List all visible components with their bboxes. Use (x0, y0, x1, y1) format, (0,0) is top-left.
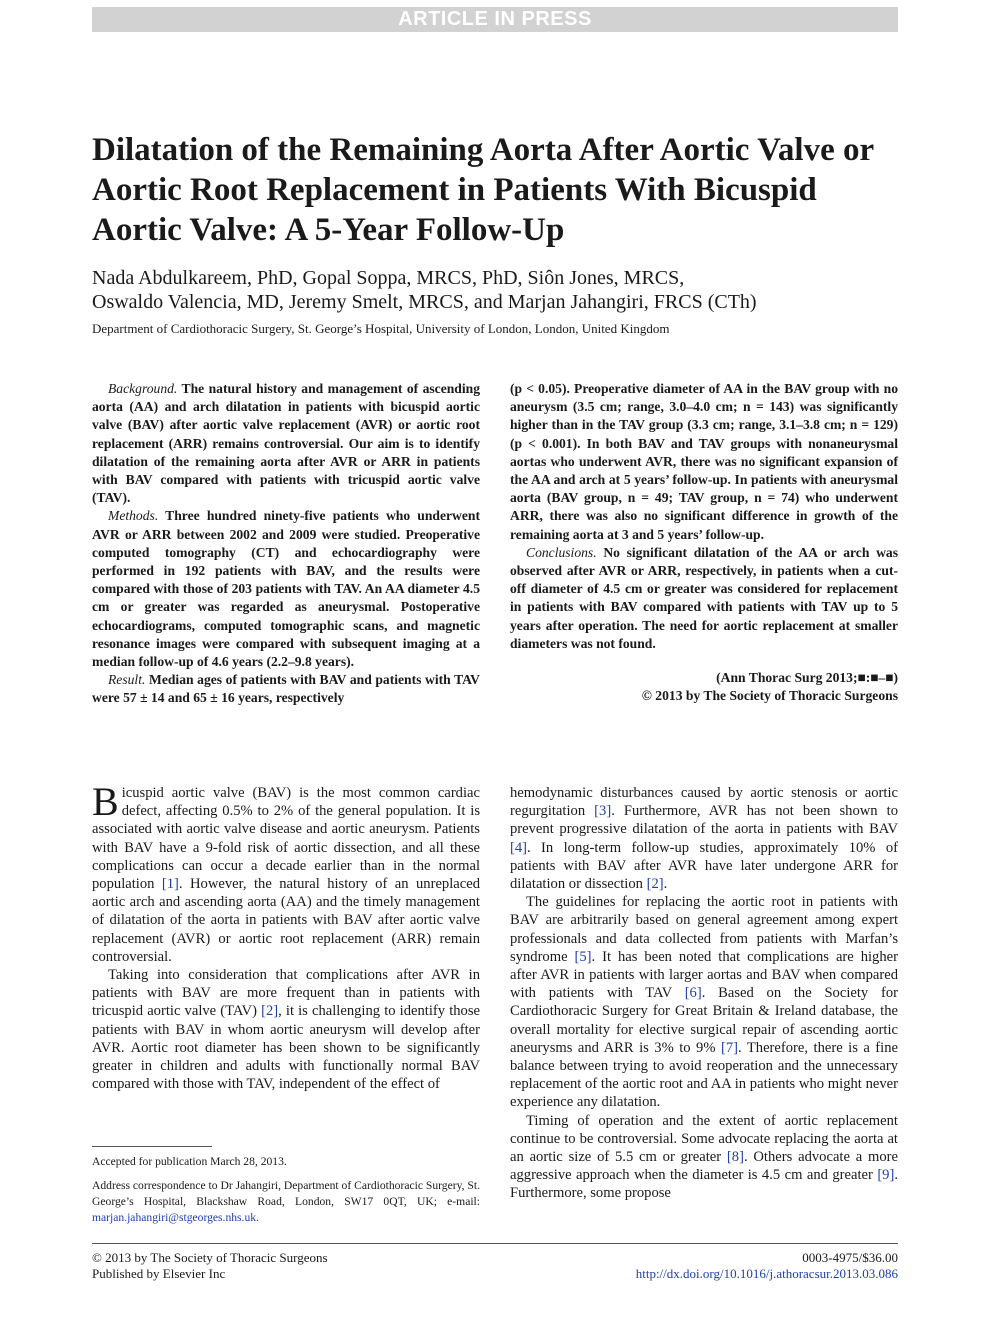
ref-1-link[interactable]: [1] (161, 876, 179, 893)
ref-3-link[interactable]: [3] (594, 803, 612, 820)
affiliation: Department of Cardiothoracic Surgery, St. George’s Hospital, University of London, London, United Kingdom (92, 321, 670, 336)
methods-label: Methods. (108, 508, 159, 524)
ref-2-link[interactable]: [2] (261, 1003, 279, 1020)
p5-text: Timing of operation and the extent of aortic replacement continue to be controversial. Some advocate replacing the aorta at an aortic size of 5.5 cm or greater (510, 1112, 898, 1166)
email-link[interactable]: marjan.jahangiri@stgeorges.nhs.uk (92, 1211, 257, 1224)
p1-text-end: . However, the natural history of an unreplaced aortic arch and ascending aorta (AA) and the timely management of dilatation of the aorta in patients with BAV after aortic valve replacement (AVR) or aortic root replacement (ARR) remain controversial. (92, 876, 480, 965)
p3-text: hemodynamic disturbances caused by aortic stenosis or aortic regurgitation (510, 785, 898, 820)
p3-text-mid: . Furthermore, AVR has not been shown to prevent progressive dilatation of the aorta in patients with BAV (510, 803, 898, 838)
ref-9-link[interactable]: [9] (877, 1167, 895, 1184)
body-paragraph-5 (510, 1112, 898, 1203)
conclusions-text: No significant dilatation of the AA or arch was observed after AVR or ARR, respectively, in patients when a cut-off diameter of 4.5 cm or greater was considered for replacement in patients with BAV compared with patients with TAV up to 5 years after operation. The need for aortic replacement at smaller diameters was not found. (510, 544, 898, 651)
background-text: The natural history and management of ascending aorta (AA) and arch dilatation in patients with bicuspid aortic valve (BAV) after aortic valve replacement (AVR) or aortic root replacement (ARR) remains controversial. Our aim is to identify dilatation of the remaining aorta after AVR or ARR in patients with BAV compared with patients with tricuspid aortic valve (TAV). (92, 381, 480, 506)
p1-text: icuspid aortic valve (BAV) is the most common cardiac defect, affecting 0.5% to 2% of the general population. It is associated with aortic valve disease and aortic aneurysm. Patients with BAV have a 9-fold risk of aortic dissection, and all these complications can occur a decade earlier than in the normal population (92, 785, 480, 893)
article-in-press-banner: ARTICLE IN PRESS (92, 7, 898, 32)
abstract-right-column (510, 380, 898, 705)
p4-text-mid2: . Based on the Society for Cardiothoracic Surgery for Great Britain & Ireland database, the overall mortality for elective surgical repair of ascending aortic aneurysms and ARR is 3% to 9% (510, 985, 898, 1056)
accepted-date: Accepted for publication March 28, 2013. (92, 1155, 287, 1168)
footer-copyright: © 2013 by The Society of Thoracic Surgeons (92, 1250, 328, 1265)
abstract-result-continued (510, 380, 898, 544)
correspondence-address (92, 1178, 480, 1226)
footer-left (92, 1250, 328, 1282)
doi-link[interactable]: http://dx.doi.org/10.1016/j.athoracsur.2013.03.086 (635, 1266, 898, 1281)
ref-4-link[interactable]: [4] (510, 839, 528, 856)
abstract-copyright: © 2013 by The Society of Thoracic Surgeons (641, 688, 898, 704)
body-paragraph-3: hemodynamic disturbances caused by aortic stenosis or aortic regurgitation [3]. Furthermore, AVR has not been shown to prevent progressive dilatation of the aorta in patients with BAV [4]. In long-term follow-up studies, approximately 10% of patients with BAV after AVR have later undergone ARR for dilatation or dissection [2]. (510, 785, 898, 893)
abstract-result (92, 671, 480, 707)
abstract-left-column (92, 380, 480, 708)
footnote-divider (92, 1146, 212, 1147)
p2-text-end: , it is challenging to identify those patients with BAV in whom aortic aneurysm will develop after AVR. Aortic root diameter has been shown to be significantly greater in children and adults with functionally normal BAV compared with those with TAV, independent of the effect of (92, 1003, 480, 1093)
conclusions-label: Conclusions. (526, 544, 597, 560)
methods-text: Three hundred ninety-five patients who underwent AVR or ARR between 2002 and 2009 were studied. Preoperative computed tomography (CT) and echocardiography were performed in 192 patients with BAV, and the results were compared with those of 203 patients with TAV. An AA diameter 4.5 cm or greater was regarded as aneurysmal. Postoperative echocardiograms, computed tomographic scans, and magnetic resonance images were compared with subsequent imaging at a median follow-up of 4.6 years (2.2–9.8 years). (92, 508, 480, 670)
body-left-column (92, 779, 480, 1093)
footnotes (92, 1154, 480, 1234)
ref-5-link[interactable]: [5] (574, 948, 592, 965)
result-text-a: Median ages of patients with BAV and patients with TAV were 57 ± 14 and 65 ± 16 years, respectively (92, 672, 481, 706)
result-text-b: (p < 0.05). Preoperative diameter of AA in the BAV group with no aneurysm (3.5 cm; range, 3.0–4.0 cm; n = 143) was significantly higher than in the TAV group (3.3 cm; range, 3.1–3.8 cm; n = 129) (p < 0.001). In both BAV and TAV groups with nonaneurysmal aortas who underwent AVR, there was no significant expansion of the AA and arch at 5 years’ follow-up. In patients with aneurysmal aorta (BAV group, n = 49; TAV group, n = 74) who underwent ARR, there was also no significant difference in growth of the remaining aorta at 3 and 5 years’ follow-up. (510, 381, 898, 542)
author-list (92, 266, 912, 314)
p2-text: Taking into consideration that complications after AVR in patients with BAV are more frequent than in patients with tricuspid aortic valve (TAV) (92, 967, 480, 1020)
authors-line-2: Oswaldo Valencia, MD, Jeremy Smelt, MRCS, and Marjan Jahangiri, FRCS (CTh) (92, 291, 757, 313)
ref-6-link[interactable]: [6] (684, 985, 702, 1002)
abstract-methods (92, 507, 480, 671)
correspondence-period: . (256, 1211, 259, 1224)
result-label: Result. (108, 672, 146, 688)
p4-text-end: . Therefore, there is a fine balance between trying to avoid reoperation and the unnecessary replacement of the aortic root and AA in patients who might never experience any dilatation. (510, 1039, 898, 1111)
body-paragraph-4 (510, 893, 898, 1111)
abstract-conclusions (510, 544, 898, 653)
p4-text-mid: . It has been noted that complications are higher after AVR in patients with larger aortas and BAV when compared with patients with TAV (510, 948, 898, 1002)
ref-8-link[interactable]: [8] (726, 1149, 744, 1166)
background-label: Background. (108, 381, 178, 396)
correspondence-text: Address correspondence to Dr Jahangiri, Department of Cardiothoracic Surgery, St. George’s Hospital, Blackshaw Road, London, SW17 0QT, UK; e-mail: (92, 1179, 480, 1208)
footer-publisher: Published by Elsevier Inc (92, 1266, 226, 1281)
ref-7-link[interactable]: [7] (720, 1039, 739, 1056)
p5-text-end: . Furthermore, some propose (510, 1167, 898, 1202)
article-title: Dilatation of the Remaining Aorta After Aortic Valve or Aortic Root Replacement in Patients With Bicuspid Aortic Valve: A 5-Year Follow-Up (92, 132, 874, 248)
abstract-background (92, 380, 480, 507)
p5-text-mid: . Others advocate a more aggressive approach when the diameter is 4.5 cm and greater (510, 1149, 898, 1184)
body-paragraph-1 (92, 779, 480, 966)
drop-cap: B (92, 779, 119, 824)
footer-right (560, 1250, 898, 1282)
footer-issn: 0003-4975/$36.00 (802, 1250, 898, 1265)
journal-citation: (Ann Thorac Surg 2013;■:■–■) (716, 670, 898, 686)
authors-line-1: Nada Abdulkareem, PhD, Gopal Soppa, MRCS, PhD, Siôn Jones, MRCS, (92, 267, 685, 289)
footer-divider (92, 1243, 898, 1244)
ref-2b-link[interactable]: [2] (646, 876, 664, 893)
body-paragraph-2 (92, 966, 480, 1093)
p3-text-mid2: . In long-term follow-up studies, approximately 10% of patients with BAV after AVR have later undergone ARR for dilatation or dissection (510, 839, 898, 893)
p4-text: The guidelines for replacing the aortic root in patients with BAV are arbitrarily based on general agreement among expert professionals and data collected from patients with Marfan’s syndrome (510, 894, 898, 965)
body-right-column (510, 784, 898, 1203)
